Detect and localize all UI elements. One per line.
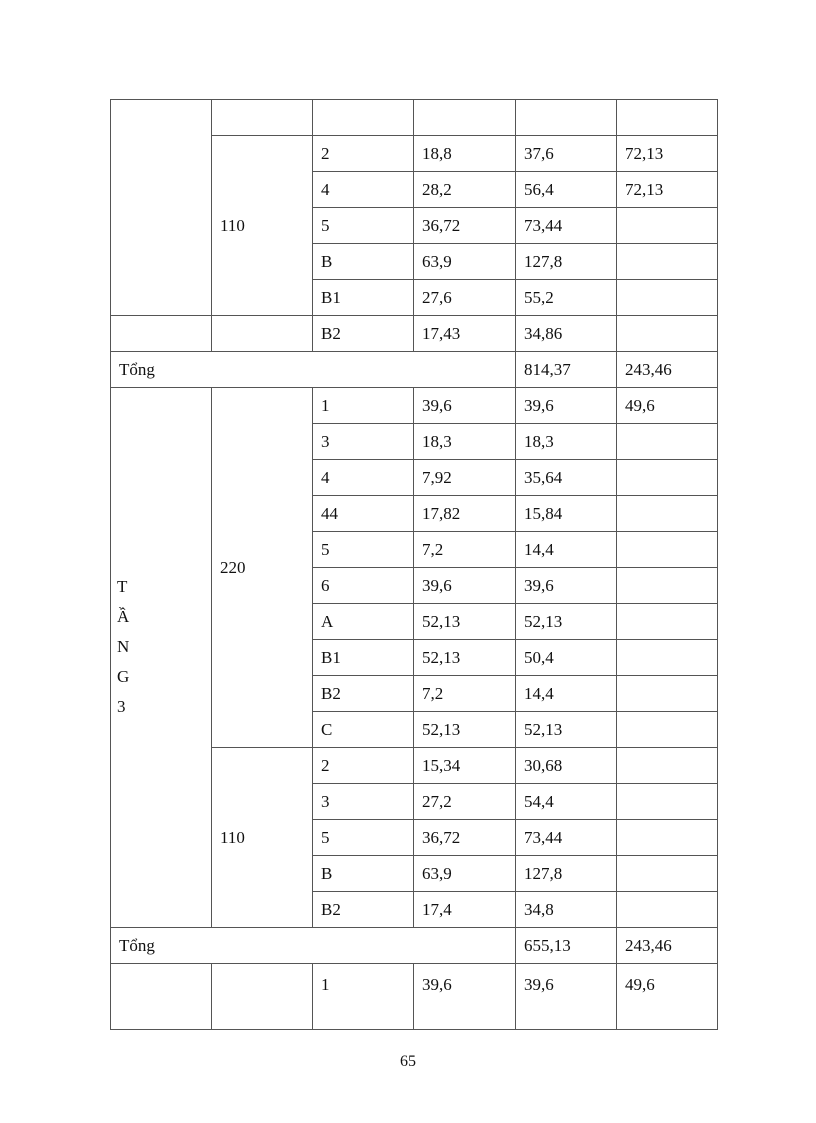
table-cell: C — [313, 712, 414, 748]
table-cell: 39,6 — [414, 388, 516, 424]
table-cell: 56,4 — [516, 172, 617, 208]
table-cell: B2 — [313, 676, 414, 712]
table-cell: 63,9 — [414, 244, 516, 280]
table-cell: 39,6 — [516, 388, 617, 424]
table-cell: 63,9 — [414, 856, 516, 892]
table-cell: B1 — [313, 640, 414, 676]
table-cell — [617, 892, 718, 928]
table-cell: 28,2 — [414, 172, 516, 208]
total-row — [111, 928, 718, 964]
table-cell: 44 — [313, 496, 414, 532]
table-cell — [313, 100, 414, 136]
table-cell — [212, 964, 313, 1030]
table-cell: 3 — [313, 424, 414, 460]
table-cell: 52,13 — [414, 640, 516, 676]
table-cell: 7,2 — [414, 676, 516, 712]
table-cell: 17,43 — [414, 316, 516, 352]
floor-label-cell — [111, 388, 212, 928]
table-cell: 127,8 — [516, 856, 617, 892]
table-cell: 30,68 — [516, 748, 617, 784]
floor-letter: T — [117, 577, 128, 596]
table-cell — [617, 748, 718, 784]
table-cell: 36,72 — [414, 208, 516, 244]
table-cell — [414, 100, 516, 136]
total-value: 243,46 — [617, 928, 718, 964]
total-label: Tổng — [111, 352, 516, 388]
table-cell: 35,64 — [516, 460, 617, 496]
table-cell: 54,4 — [516, 784, 617, 820]
level-cell: 110 — [212, 136, 313, 316]
table-cell — [617, 784, 718, 820]
table-cell — [617, 676, 718, 712]
table-cell: 18,3 — [414, 424, 516, 460]
table-cell: 34,86 — [516, 316, 617, 352]
table-cell — [617, 820, 718, 856]
table-cell: 17,4 — [414, 892, 516, 928]
table-cell — [212, 316, 313, 352]
table-cell — [617, 496, 718, 532]
table-cell: 3 — [313, 784, 414, 820]
table-cell: 52,13 — [414, 604, 516, 640]
table-cell: 6 — [313, 568, 414, 604]
total-row — [111, 352, 718, 388]
table-cell — [212, 100, 313, 136]
floor-letter: 3 — [117, 697, 126, 716]
table-cell: 39,6 — [414, 964, 516, 1030]
table-cell: 39,6 — [414, 568, 516, 604]
table-cell: 2 — [313, 748, 414, 784]
table-cell: 27,6 — [414, 280, 516, 316]
table-cell — [617, 244, 718, 280]
table-cell — [111, 964, 212, 1030]
table-cell: 2 — [313, 136, 414, 172]
table-cell: 7,92 — [414, 460, 516, 496]
table-row — [111, 100, 718, 136]
table-cell: 5 — [313, 820, 414, 856]
table-cell: 17,82 — [414, 496, 516, 532]
table-cell: 127,8 — [516, 244, 617, 280]
table-cell: 52,13 — [414, 712, 516, 748]
table-cell: B — [313, 856, 414, 892]
level-cell: 220 — [212, 388, 313, 748]
table-cell: 15,84 — [516, 496, 617, 532]
table-cell — [617, 640, 718, 676]
table-cell: 1 — [313, 964, 414, 1030]
table-cell — [617, 100, 718, 136]
table-cell — [617, 568, 718, 604]
table-cell: 4 — [313, 172, 414, 208]
table-cell: 39,6 — [516, 568, 617, 604]
table-cell: 73,44 — [516, 820, 617, 856]
table-cell — [617, 316, 718, 352]
table-cell — [617, 712, 718, 748]
table-cell: 52,13 — [516, 604, 617, 640]
table-cell — [617, 208, 718, 244]
table-cell: 37,6 — [516, 136, 617, 172]
table-cell: 73,44 — [516, 208, 617, 244]
floor-cell — [111, 100, 212, 316]
table-cell: 14,4 — [516, 676, 617, 712]
table-cell: 4 — [313, 460, 414, 496]
total-label: Tổng — [111, 928, 516, 964]
table-row — [111, 388, 718, 424]
total-value: 243,46 — [617, 352, 718, 388]
floor-letter: Ầ — [117, 607, 130, 626]
table-cell: 5 — [313, 208, 414, 244]
table-cell: 27,2 — [414, 784, 516, 820]
total-value: 655,13 — [516, 928, 617, 964]
table-cell — [617, 856, 718, 892]
total-value: 814,37 — [516, 352, 617, 388]
table-cell: 15,34 — [414, 748, 516, 784]
table-cell: 49,6 — [617, 964, 718, 1030]
table-cell: B2 — [313, 316, 414, 352]
table-cell: 5 — [313, 532, 414, 568]
floor-letter: G — [117, 667, 130, 686]
table-row — [111, 316, 718, 352]
table-cell: 1 — [313, 388, 414, 424]
table-cell: 55,2 — [516, 280, 617, 316]
table-cell: 14,4 — [516, 532, 617, 568]
table-cell: 18,3 — [516, 424, 617, 460]
table-cell: 50,4 — [516, 640, 617, 676]
table-row — [111, 964, 718, 1030]
table-cell — [617, 532, 718, 568]
table-cell: 36,72 — [414, 820, 516, 856]
table-cell — [111, 316, 212, 352]
table-cell: 72,13 — [617, 136, 718, 172]
table-cell — [617, 604, 718, 640]
table-cell: B — [313, 244, 414, 280]
table-cell: 18,8 — [414, 136, 516, 172]
table-cell: B1 — [313, 280, 414, 316]
table-cell — [617, 460, 718, 496]
page-number: 65 — [400, 1053, 416, 1070]
floor-letter: N — [117, 637, 130, 656]
table-cell: A — [313, 604, 414, 640]
table-cell: 39,6 — [516, 964, 617, 1030]
table-cell: B2 — [313, 892, 414, 928]
data-table — [110, 99, 718, 1030]
table-cell — [617, 424, 718, 460]
table-cell: 34,8 — [516, 892, 617, 928]
table-cell: 7,2 — [414, 532, 516, 568]
table-cell — [516, 100, 617, 136]
table-cell: 72,13 — [617, 172, 718, 208]
table-cell: 52,13 — [516, 712, 617, 748]
level-cell: 110 — [212, 748, 313, 928]
table-cell: 49,6 — [617, 388, 718, 424]
table-cell — [617, 280, 718, 316]
